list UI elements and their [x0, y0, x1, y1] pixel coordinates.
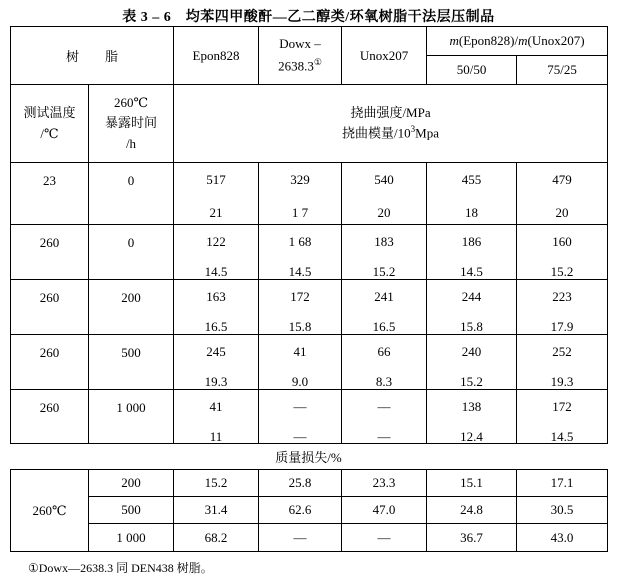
value-cell: — [259, 524, 342, 552]
value-cell: 245 19.3 [174, 335, 259, 390]
value-cell: 41 11 [174, 390, 259, 444]
temp-cell: 260 [11, 335, 89, 390]
value-cell: 329 1 7 [259, 163, 342, 225]
test-temp-unit: /℃ [40, 125, 59, 141]
flex-modulus-label: 挠曲模量$/10^3Mpa$ [342, 124, 439, 141]
col-header-flex-properties [174, 85, 608, 163]
col-header-exposure-time [89, 85, 174, 163]
value-cell: — — [342, 390, 427, 444]
value-cell: 23.3 [342, 470, 427, 497]
col-header-75-25: 75/25 [517, 56, 608, 85]
time-cell: 0 [89, 225, 174, 280]
table-footnote: ①Dowx—2638.3 同 DEN438 树脂。 [28, 561, 213, 575]
temp-cell: 23 [11, 163, 89, 225]
value-cell: 244 15.8 [427, 280, 517, 335]
temp-cell: 260 [11, 280, 89, 335]
value-cell: 455 18 [427, 163, 517, 225]
value-cell: 223 17.9 [517, 280, 608, 335]
exposure-line2: 暴露时间 [105, 115, 158, 131]
resin-header-cell: 树 脂 [11, 27, 174, 85]
col-header-dowx [259, 27, 342, 85]
value-cell: 186 14.5 [427, 225, 517, 280]
mass-temp-cell: 260℃ [11, 470, 89, 552]
ratio-p1: (Epon828)/ [458, 33, 519, 48]
ratio-p2: (Unox207) [527, 33, 585, 48]
value-cell: 1 68 14.5 [259, 225, 342, 280]
table-row [11, 335, 608, 390]
col-header-test-temp [11, 85, 89, 163]
value-cell: 25.8 [259, 470, 342, 497]
time-cell: 1 000 [89, 390, 174, 444]
ratio-m2: m [518, 33, 528, 48]
time-cell: 200 [89, 280, 174, 335]
time-cell: 0 [89, 163, 174, 225]
value-cell: 517 21 [174, 163, 259, 225]
value-cell: 172 14.5 [517, 390, 608, 444]
value-cell: 15.2 [174, 470, 259, 497]
table-row [11, 524, 608, 552]
value-cell: — — [259, 390, 342, 444]
value-cell: 24.8 [427, 497, 517, 524]
table-title: 表 3 – 6 均苯四甲酸酐—乙二醇类/环氧树脂干法层压制品 [122, 10, 495, 25]
time-cell: 200 [89, 470, 174, 497]
value-cell: 240 15.2 [427, 335, 517, 390]
value-cell: — [342, 524, 427, 552]
value-cell: 47.0 [342, 497, 427, 524]
value-cell: 43.0 [517, 524, 608, 552]
value-cell: 122 14.5 [174, 225, 259, 280]
header-row-3 [11, 85, 608, 163]
table-row [11, 390, 608, 444]
test-temp-line1: 测试温度 [23, 105, 76, 121]
table-row [11, 497, 608, 524]
value-cell: 252 19.3 [517, 335, 608, 390]
value-cell: 30.5 [517, 497, 608, 524]
mass-loss-band-label: 质量损失/% [275, 450, 342, 465]
dowx-line1: Dowx – [279, 36, 321, 52]
header-row-1 [11, 27, 608, 56]
value-cell: 15.1 [427, 470, 517, 497]
table-row [11, 470, 608, 497]
ratio-m1: m [449, 33, 459, 48]
col-header-mass-ratio [427, 27, 608, 56]
value-cell: 62.6 [259, 497, 342, 524]
time-cell: 1 000 [89, 524, 174, 552]
mass-loss-table [10, 469, 608, 552]
col-header-unox207: Unox207 [342, 27, 427, 85]
main-table [10, 26, 608, 444]
table-row [11, 280, 608, 335]
value-cell: 31.4 [174, 497, 259, 524]
exposure-unit: /h [125, 135, 137, 151]
value-cell: 241 16.5 [342, 280, 427, 335]
value-cell: 68.2 [174, 524, 259, 552]
dowx-line2: 2638.3① [278, 57, 322, 74]
value-cell: 17.1 [517, 470, 608, 497]
flex-strength-label: 挠曲强度/MPa [350, 105, 431, 121]
value-cell: 36.7 [427, 524, 517, 552]
value-cell: 160 15.2 [517, 225, 608, 280]
time-cell: 500 [89, 335, 174, 390]
value-cell: 172 15.8 [259, 280, 342, 335]
value-cell: 41 9.0 [259, 335, 342, 390]
value-cell: 66 8.3 [342, 335, 427, 390]
temp-cell: 260 [11, 390, 89, 444]
table-row [11, 163, 608, 225]
value-cell: 163 16.5 [174, 280, 259, 335]
col-header-50-50: 50/50 [427, 56, 517, 85]
col-header-epon828: Epon828 [174, 27, 259, 85]
table-row [11, 225, 608, 280]
value-cell: 183 15.2 [342, 225, 427, 280]
temp-cell: 260 [11, 225, 89, 280]
value-cell: 540 20 [342, 163, 427, 225]
time-cell: 500 [89, 497, 174, 524]
value-cell: 138 12.4 [427, 390, 517, 444]
exposure-line1: 260℃ [113, 95, 149, 111]
footnote-marker: ① [313, 57, 322, 68]
value-cell: 479 20 [517, 163, 608, 225]
